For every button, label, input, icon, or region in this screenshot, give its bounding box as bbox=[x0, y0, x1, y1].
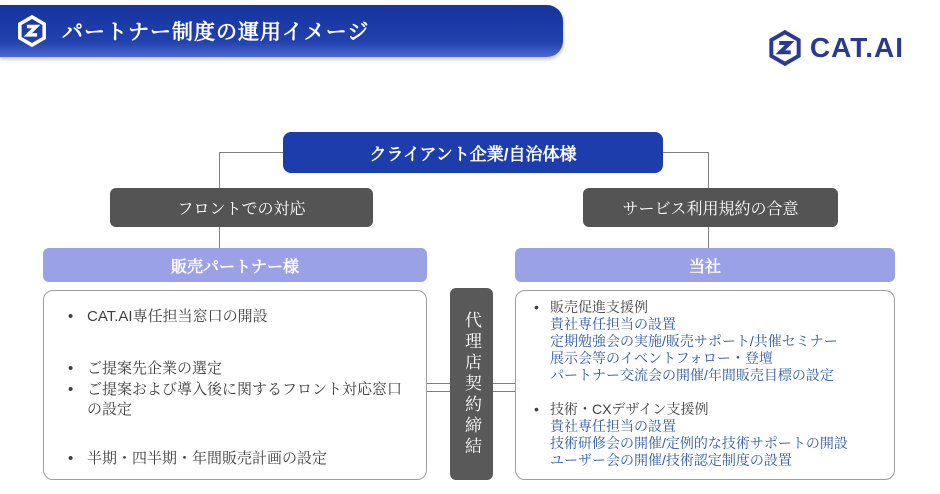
section-title: • 販売促進支援例 bbox=[534, 299, 884, 316]
brand-logo bbox=[767, 30, 904, 66]
list-item: • ご提案先企業の選定 bbox=[66, 359, 408, 379]
connector-line bbox=[219, 152, 283, 153]
our-company-box: 当社 bbox=[515, 248, 895, 282]
sales-support-section bbox=[534, 299, 884, 384]
list-item: 貴社専任担当の設置 bbox=[550, 316, 676, 332]
sales-support-items bbox=[534, 316, 884, 384]
list-item: 貴社専任担当の設置 bbox=[550, 418, 676, 434]
cat-ai-mark-icon bbox=[16, 15, 48, 47]
list-item: 技術研修会の開催/定例的な技術サポートの開設 bbox=[550, 435, 848, 451]
agency-contract-box: 代理店契約締結 bbox=[450, 288, 493, 480]
list-item: • ご提案および導入後に関するフロント対応窓口の設定 bbox=[66, 380, 408, 419]
cat-ai-mark-icon bbox=[767, 30, 803, 66]
partner-detail-box bbox=[43, 290, 427, 480]
company-support-box bbox=[515, 290, 895, 480]
partner-item-list bbox=[66, 307, 408, 469]
list-item: • 半期・四半期・年間販売計画の設定 bbox=[66, 449, 408, 469]
client-box: クライアント企業/自治体様 bbox=[283, 132, 663, 173]
header-banner bbox=[0, 5, 563, 57]
terms-agreement-box: サービス利用規約の合意 bbox=[583, 188, 838, 227]
list-item: 展示会等のイベントフォロー・登壇 bbox=[550, 350, 773, 366]
connector-line bbox=[708, 152, 709, 188]
sales-partner-box: 販売パートナー様 bbox=[43, 248, 427, 282]
page-title: パートナー制度の運用イメージ bbox=[62, 21, 370, 44]
front-response-box: フロントでの対応 bbox=[110, 188, 373, 227]
connector-line bbox=[219, 227, 220, 248]
list-item: • CAT.AI専任担当窓口の開設 bbox=[66, 307, 408, 327]
list-item: ユーザー会の開催/技術認定制度の設置 bbox=[550, 452, 792, 468]
tech-support-section bbox=[534, 401, 884, 469]
list-item: 定期勉強会の実施/販売サポート/共催セミナー bbox=[550, 333, 838, 349]
tech-support-items bbox=[534, 418, 884, 469]
brand-name: CAT.AI bbox=[809, 32, 904, 63]
connector-line bbox=[219, 152, 220, 188]
section-title: • 技術・CXデザイン支援例 bbox=[534, 401, 884, 418]
connector-line bbox=[708, 227, 709, 248]
list-item: パートナー交流会の開催/年間販売目標の設定 bbox=[550, 367, 834, 383]
connector-line bbox=[663, 152, 708, 153]
